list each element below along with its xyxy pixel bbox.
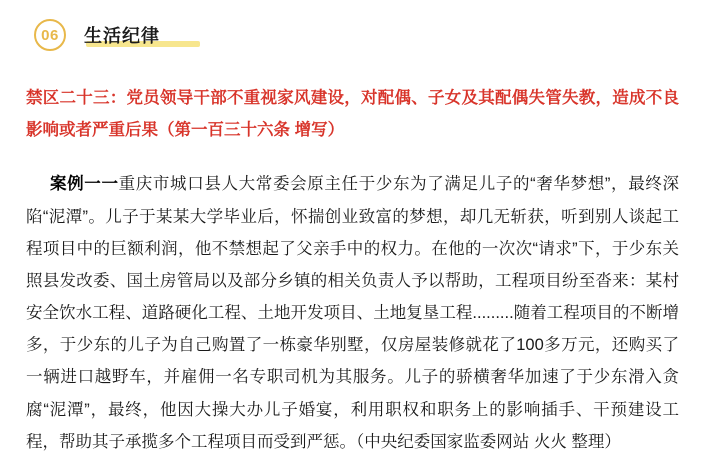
case-text: 重庆市城口县人大常委会原主任于少东为了满足儿子的“奢华梦想”，最终深陷“泥潭”。儿子于某某大学毕业后，怀揣创业致富的梦想，却几无斩获，听到别人谈起工程项目中的巨额利润，他不禁想起了父亲手中的权力。在他的一次次“请求”下，于少东关照县发改委、国土房管局以及部分乡镇的相关负责人予以帮助，工程项目纷至沓来：某村安全饮水工程、道路硬化工程、土地开发项目、土地复垦工程.........随着工程项目的不断增多，于少东的儿子为自己购置了一栋豪华别墅，仅房屋装修就花了100多万元，还购买了一辆进口越野车，并雇佣一名专职司机为其服务。儿子的骄横奢华加速了于少东滑入贪腐“泥潭”，最终，他因大操大办儿子婚宴，利用职权和职务上的影响插手、干预建设工程，帮助其子承揽多个工程项目而受到严惩。（中央纪委国家监委网站 火火 整理） xyxy=(26,175,680,451)
rule-label: 禁区二十三： xyxy=(26,89,127,107)
case-label: 案例一一 xyxy=(50,175,119,194)
case-paragraph xyxy=(26,168,679,458)
document-content xyxy=(0,82,701,458)
section-title: 生活纪律 xyxy=(84,26,160,46)
section-header xyxy=(0,0,701,52)
section-title-wrap xyxy=(84,22,160,48)
section-number-badge: 06 xyxy=(34,19,66,51)
rule-paragraph xyxy=(26,82,679,146)
rule-text: 党员领导干部不重视家风建设，对配偶、子女及其配偶失管失教，造成不良影响或者严重后果（第一百三十六条 增写） xyxy=(26,89,679,140)
